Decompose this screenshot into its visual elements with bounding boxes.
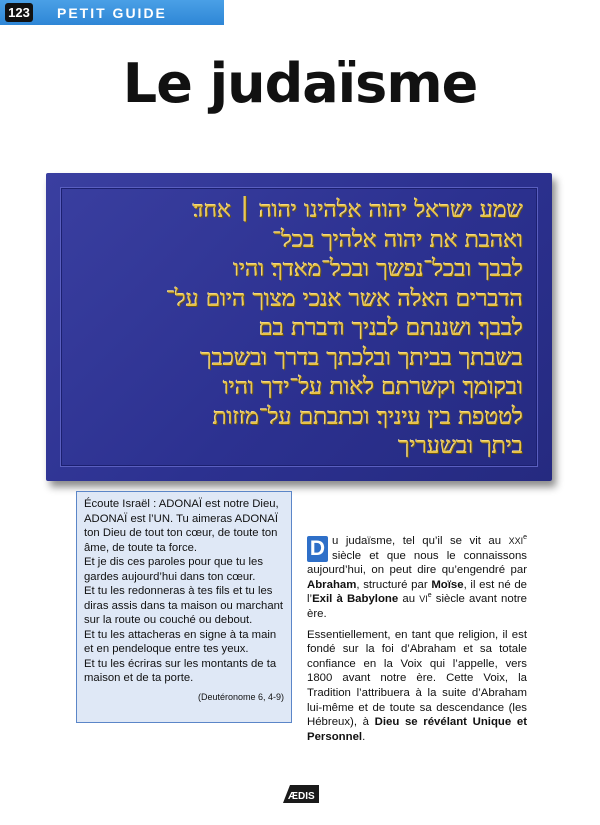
hebrew-line: שמע ישראל יהוה אלהינו יהוה ׀ אחד׃ <box>192 197 523 223</box>
dieu-bold: Dieu se révélant Unique et Personnel <box>307 716 527 743</box>
moise-bold: Moïse <box>431 578 464 591</box>
quote-paragraph: Et tu les attacheras en signe à ta main et en pendeloque entre tes yeux. <box>84 628 277 655</box>
quote-paragraph: Et je dis ces paroles pour que tu les gardes aujourd’hui dans ton cœur. <box>84 556 263 583</box>
aedis-logo <box>281 783 321 805</box>
scripture-quote-box <box>76 491 292 723</box>
guide-number: 123 <box>5 3 33 22</box>
hebrew-line: לבבך׃ ושננתם לבניך ודברת בם <box>258 315 523 341</box>
quote-paragraph: Et tu les redonneras à tes fils et tu les diras assis dans ta maison ou marchant sur la route ou couché ou debout. <box>84 585 284 626</box>
drop-cap: D <box>307 536 328 562</box>
body-paragraph-2: Essentiellement, en tant que religion, il est fondé sur la foi d’Abraham et sa totale confiance en la Voix qui l’appelle, vers 1800 avant notre ère. Cette Voix, la Tradition l’attribuera à la suite d’Abraham lui-même et de toute sa descendance (les Hébreux), à Dieu se révélant Unique et Personnel. <box>307 628 527 743</box>
hebrew-line: הדברים האלה אשר אנכי מצוך היום על־ <box>166 285 523 312</box>
aedis-logo-mark <box>281 783 321 805</box>
body-paragraph-1: D u judaïsme, tel qu’il se vit au XXIe siècle et que nous le connaissons aujourd’hui, on peut dire qu’engendré par Abraham, structuré par Moïse, il est né de l’Exil à Babylone au VIe siècle avant notre ère. <box>307 534 528 620</box>
hebrew-line: ביתך ובשעריך <box>398 433 523 459</box>
quote-paragraph: Et tu les écriras sur les montants de ta maison et de ta porte. <box>84 657 277 684</box>
abraham-bold: Abraham <box>307 578 357 591</box>
page-title: Le judaïsme <box>122 52 478 115</box>
hebrew-line: ואהבת את יהוה אלהיך בכל־ <box>272 226 523 253</box>
plaque-text-area <box>60 187 538 467</box>
hebrew-line: ובקומך׃ וקשרתם לאות על־ידך והיו <box>223 374 523 400</box>
hebrew-plaque-image <box>46 173 552 481</box>
quote-paragraph: Écoute Israël : ADONAÏ est notre Dieu, ADONAÏ est l’UN. Tu aimeras ADONAÏ ton Dieu de tout ton cœur, de toute ton âme, de toute ta force. <box>84 498 279 554</box>
body-text <box>307 534 527 750</box>
hebrew-line: לבבך ובכל־נפשך ובכל־מאדך׃ והיו <box>233 256 523 282</box>
exil-bold: Exil à Babylone <box>312 593 399 606</box>
series-name: PETIT GUIDE <box>57 4 167 21</box>
svg-text:ÆDIS: ÆDIS <box>288 791 315 802</box>
quote-reference: (Deutéronome 6, 4-9) <box>197 691 284 702</box>
hebrew-line: לטטפת בין עיניך׃ וכתבתם על־מזזות <box>212 403 523 430</box>
series-band <box>0 0 224 25</box>
hebrew-line: בשבתך בביתך ובלכתך בדרך ובשכבך <box>200 344 523 371</box>
